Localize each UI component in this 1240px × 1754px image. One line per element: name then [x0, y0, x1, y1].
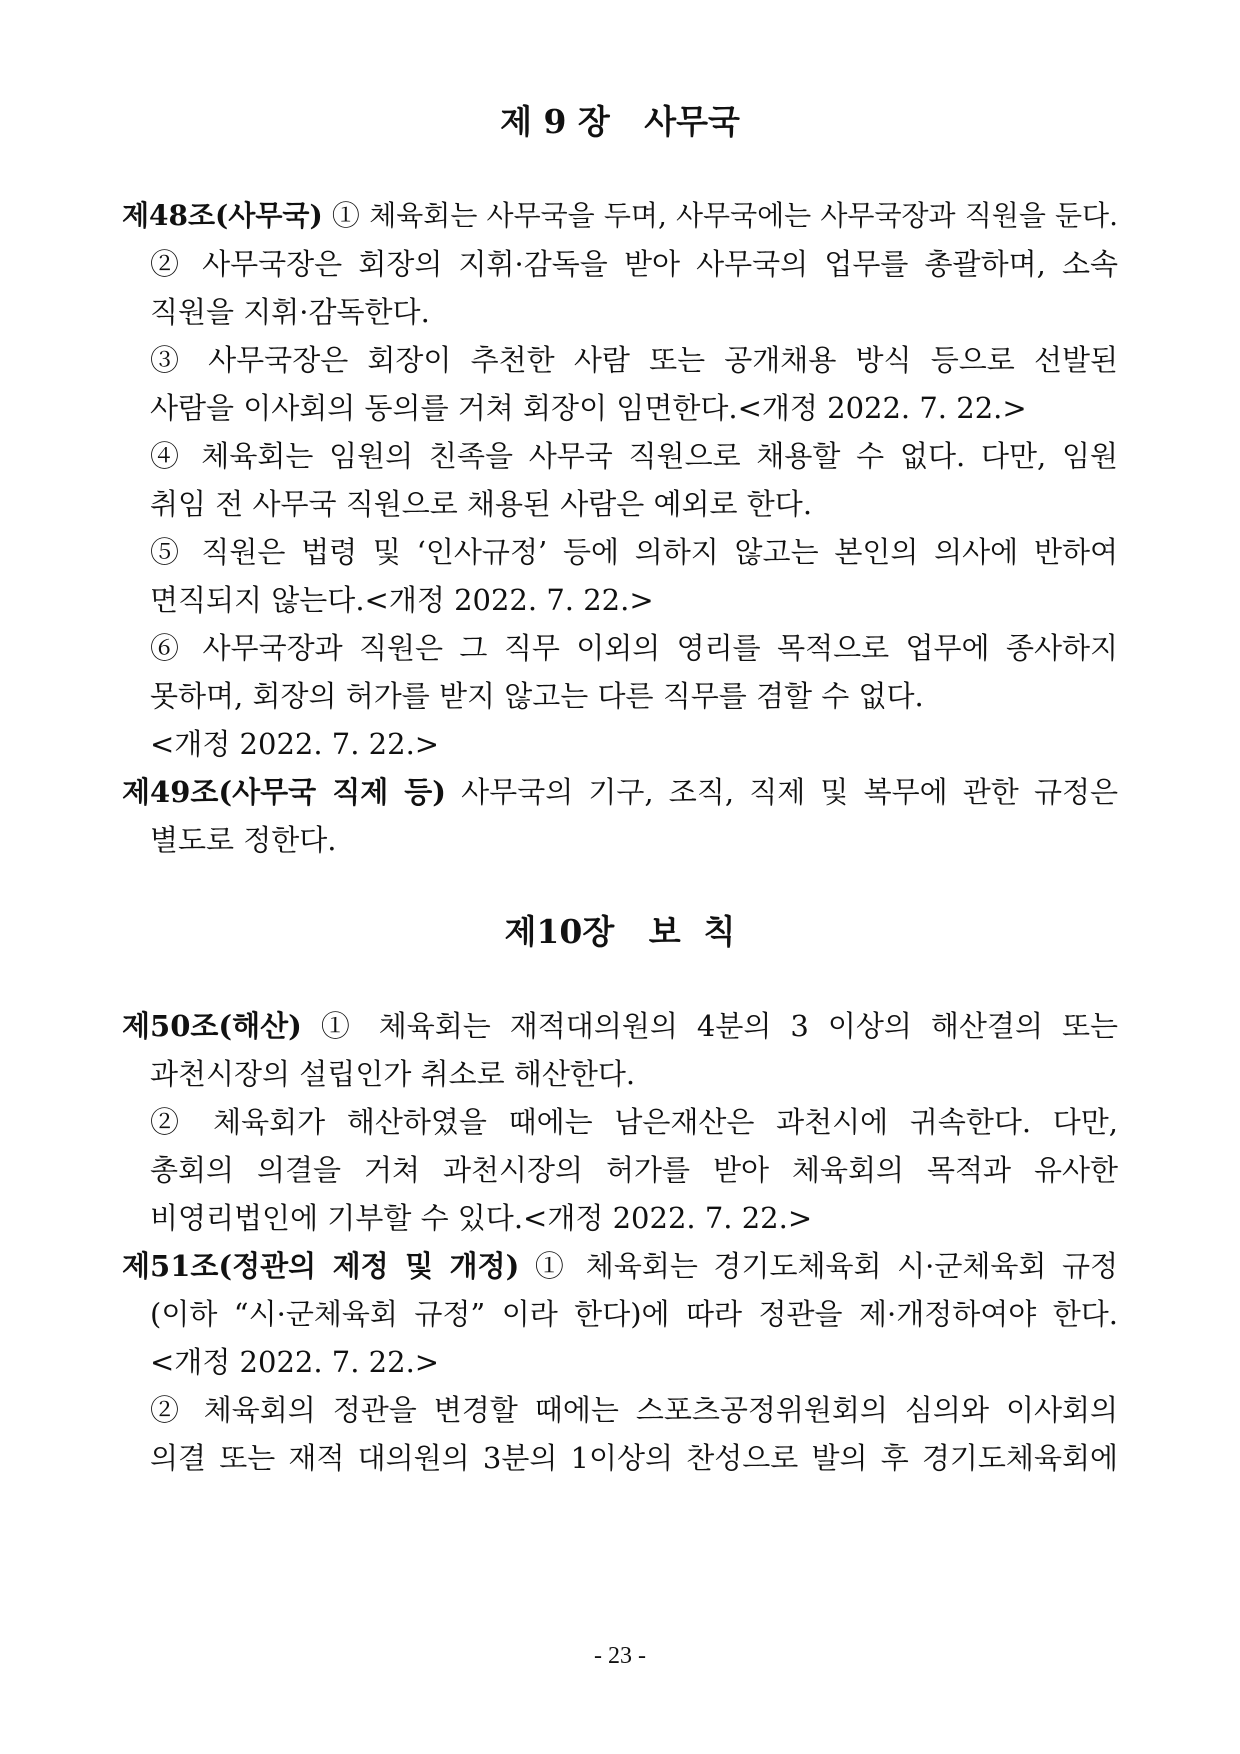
article-51-line: <개정 2022. 7. 22.> — [150, 1345, 440, 1379]
article-48-line: ④ 체육회는 임원의 친족을 사무국 직원으로 채용할 수 없다. 다만, 임원 — [150, 439, 1118, 473]
article-48-line: 못하며, 회장의 허가를 받지 않고는 다른 직무를 겸할 수 없다. — [150, 679, 924, 713]
article-50-text: ① 체육회는 재적대의원의 4분의 3 이상의 해산결의 또는 — [320, 1009, 1119, 1043]
article-49-line: 별도로 정한다. — [150, 823, 337, 857]
article-48-line: ② 사무국장은 회장의 지휘·감독을 받아 사무국의 업무를 총괄하며, 소속 — [150, 247, 1118, 281]
page-number: - 23 - — [594, 1643, 646, 1669]
article-50-title: 제50조(해산) — [122, 1009, 302, 1043]
article-49-title: 제49조(사무국 직제 등) — [122, 775, 446, 809]
article-50-first-line — [122, 1006, 1118, 1046]
article-48-text: ① 체육회는 사무국을 두며, 사무국에는 사무국장과 직원을 둔다. — [331, 199, 1118, 232]
article-48-line: 사람을 이사회의 동의를 거쳐 회장이 임면한다.<개정 2022. 7. 22.> — [150, 391, 1027, 425]
chapter-9-heading: 제 9 장 사무국 — [500, 102, 740, 141]
article-48-line: ⑤ 직원은 법령 및 ‘인사규정’ 등에 의하지 않고는 본인의 의사에 반하여 — [150, 535, 1118, 569]
article-51-line: 의결 또는 재적 대의원의 3분의 1이상의 찬성으로 발의 후 경기도체육회에 — [150, 1441, 1118, 1475]
article-50-line: 과천시장의 설립인가 취소로 해산한다. — [150, 1057, 636, 1091]
article-51-first-line — [122, 1246, 1118, 1286]
article-51-text: ① 체육회는 경기도체육회 시·군체육회 규정 — [534, 1249, 1118, 1283]
article-48-line: 취임 전 사무국 직원으로 채용된 사람은 예외로 한다. — [150, 487, 813, 521]
article-51-title: 제51조(정관의 제정 및 개정) — [122, 1249, 520, 1283]
article-50-line: 총회의 의결을 거쳐 과천시장의 허가를 받아 체육회의 목적과 유사한 — [150, 1153, 1118, 1187]
article-50-line: ② 체육회가 해산하였을 때에는 남은재산은 과천시에 귀속한다. 다만, — [150, 1105, 1118, 1139]
article-48-line: ③ 사무국장은 회장이 추천한 사람 또는 공개채용 방식 등으로 선발된 — [150, 343, 1118, 377]
chapter-10-heading: 제10장 보 칙 — [504, 912, 736, 951]
article-48-first-line — [122, 196, 1118, 236]
article-48-line: <개정 2022. 7. 22.> — [150, 727, 440, 761]
article-49-text: 사무국의 기구, 조직, 직제 및 복무에 관한 규정은 — [461, 775, 1119, 809]
article-51-line: (이하 “시·군체육회 규정” 이라 한다)에 따라 정관을 제·개정하여야 한다. — [150, 1297, 1118, 1331]
article-48-title: 제48조(사무국) — [122, 199, 323, 232]
article-48-line: 직원을 지휘·감독한다. — [150, 295, 430, 329]
article-51-line: ② 체육회의 정관을 변경할 때에는 스포츠공정위원회의 심의와 이사회의 — [150, 1393, 1118, 1427]
article-50-line: 비영리법인에 기부할 수 있다.<개정 2022. 7. 22.> — [150, 1201, 813, 1235]
article-49-first-line — [122, 772, 1118, 812]
article-48-line: 면직되지 않는다.<개정 2022. 7. 22.> — [150, 583, 654, 617]
article-48-line: ⑥ 사무국장과 직원은 그 직무 이외의 영리를 목적으로 업무에 종사하지 — [150, 631, 1118, 665]
